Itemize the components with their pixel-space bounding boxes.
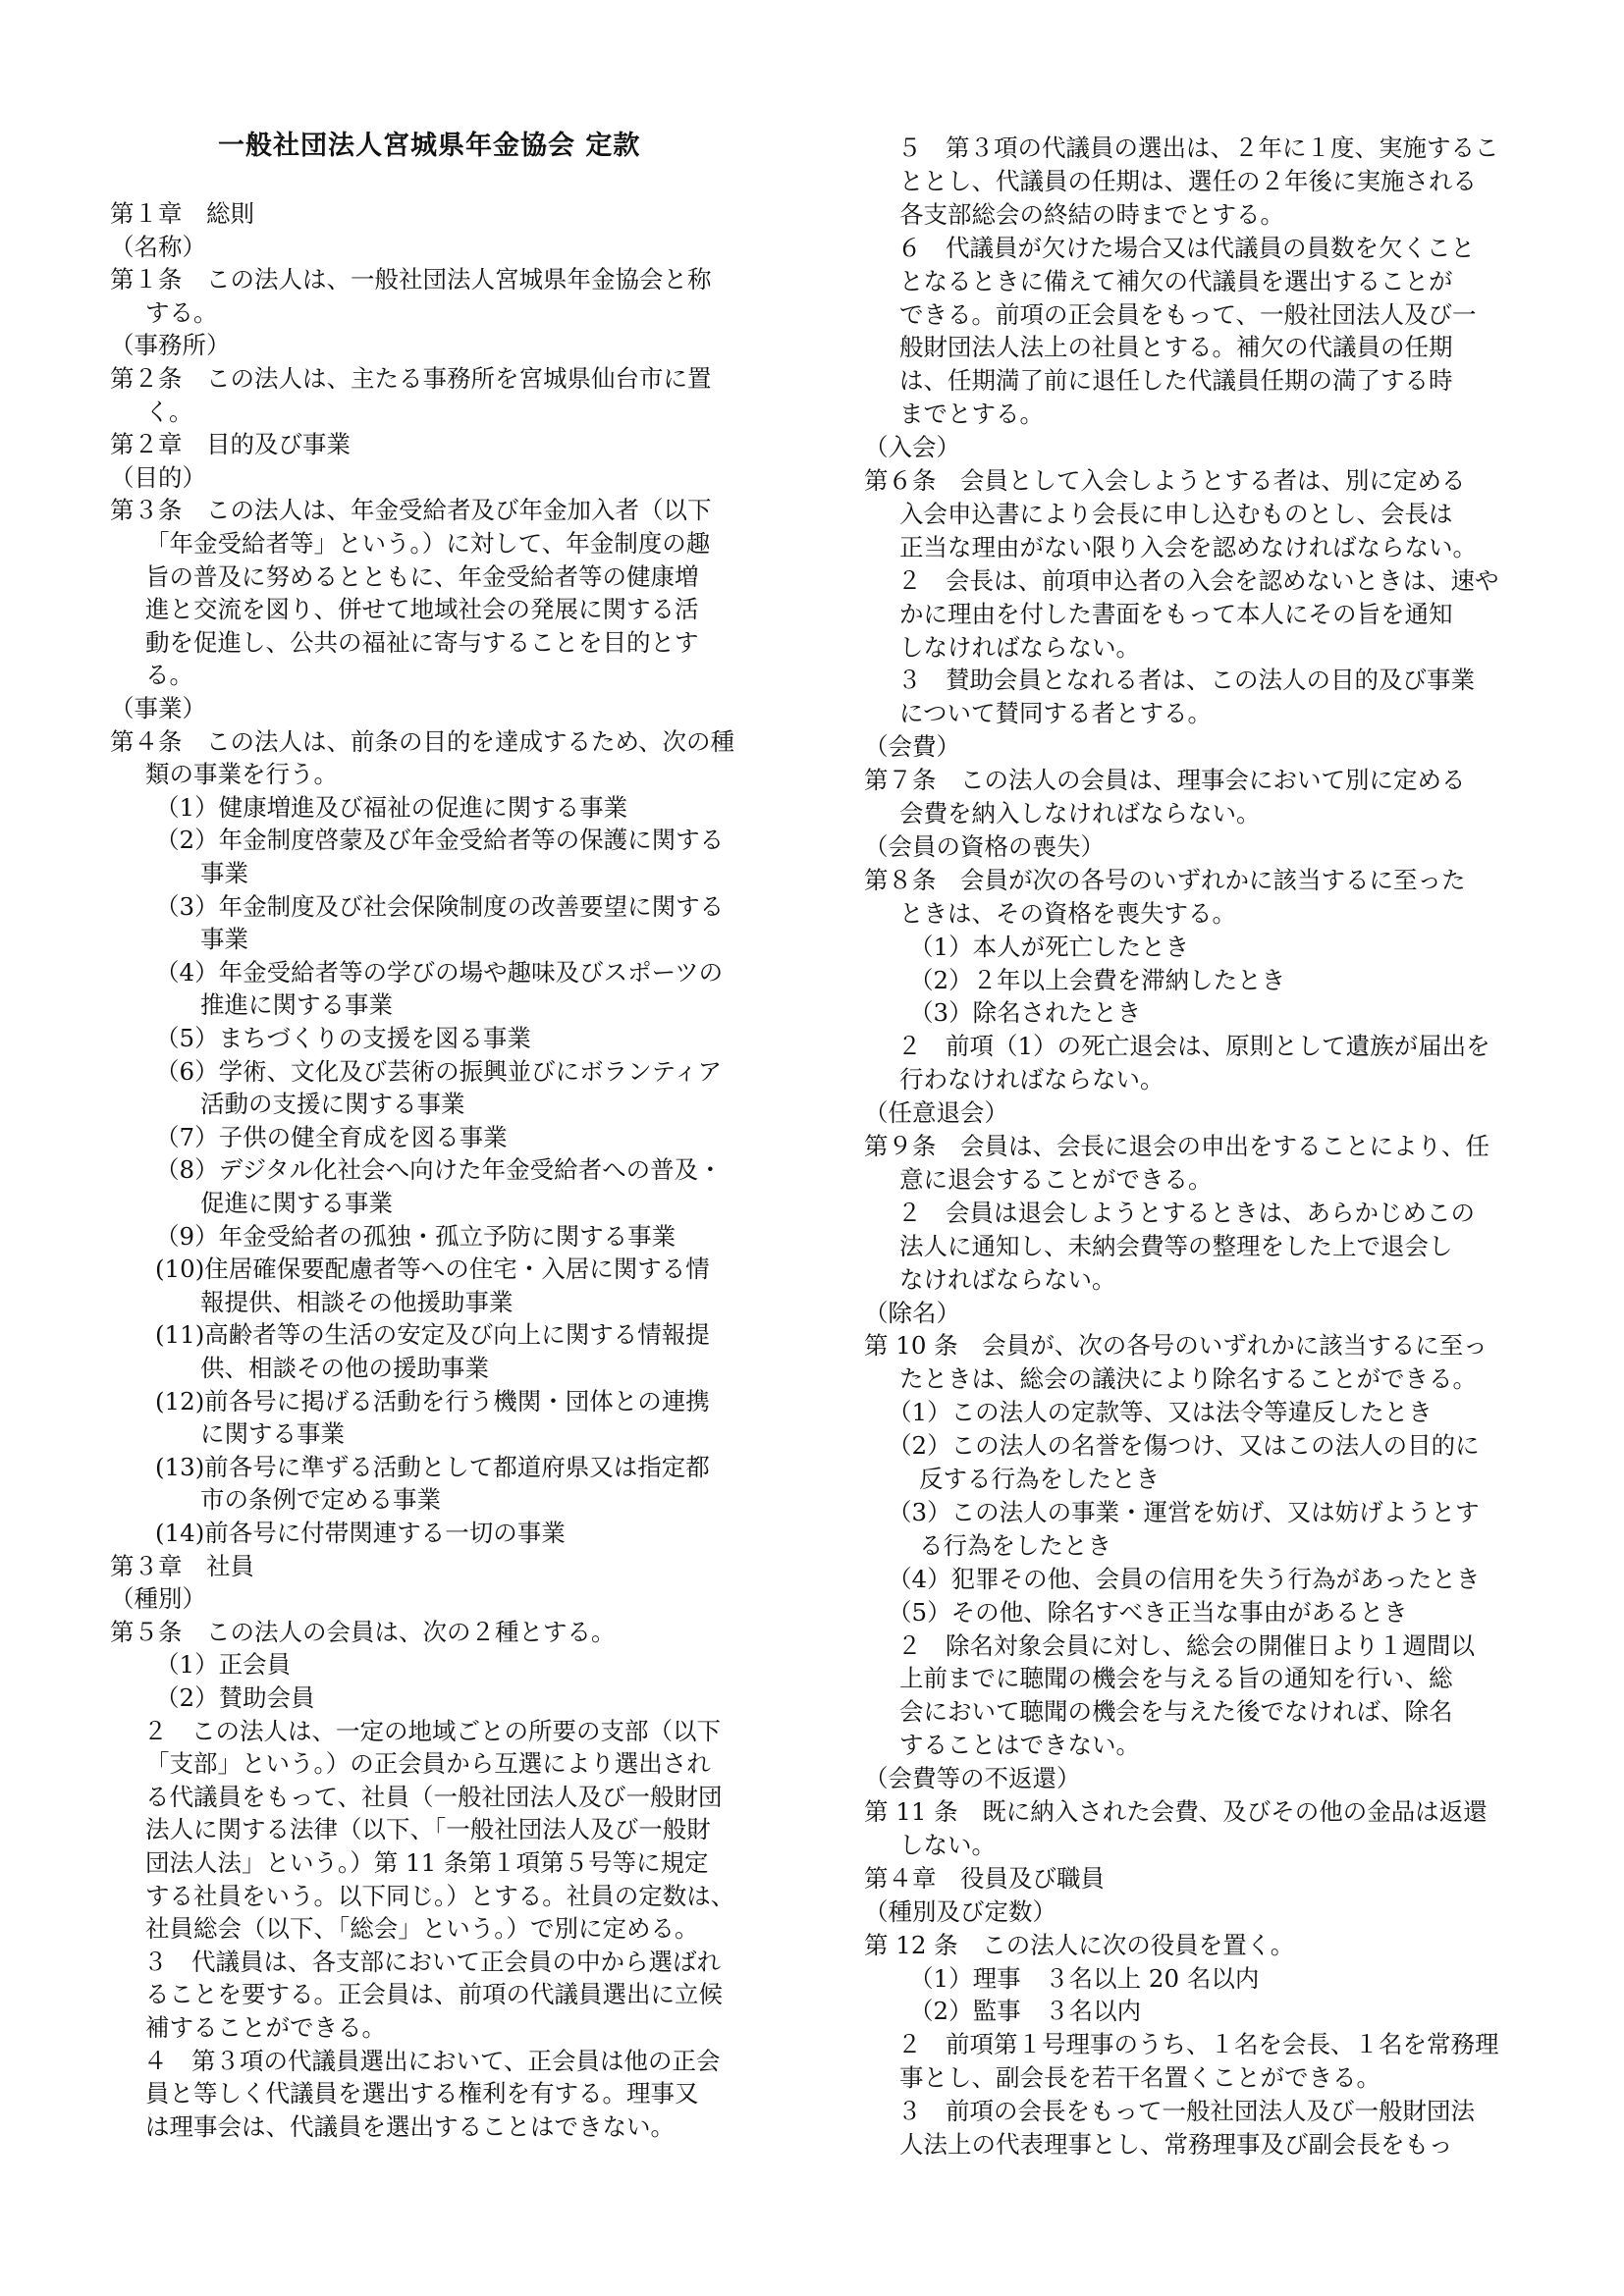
text-line: たときは、総会の議決により除名することができる。 bbox=[899, 1364, 1477, 1394]
text-line: 各支部総会の終結の時までとする。 bbox=[899, 199, 1284, 229]
text-line: ２ 会長は、前項申込者の入会を認めないときは、速や bbox=[897, 565, 1499, 595]
text-line: ることを要する。正会員は、前項の代議員選出に立候 bbox=[145, 1980, 723, 2009]
text-line: （1）理事 ３名以上 20 名以内 bbox=[909, 1963, 1260, 1993]
text-line: 活動の支援に関する事業 bbox=[200, 1090, 465, 1119]
text-line: (12)前各号に掲げる活動を行う機関・団体との連携 bbox=[155, 1386, 710, 1415]
text-line: までとする。 bbox=[899, 400, 1044, 429]
text-line: 旨の普及に努めるとともに、年金受給者等の健康増 bbox=[145, 561, 699, 591]
text-line: 第２章 目的及び事業 bbox=[110, 430, 351, 459]
text-line: しない。 bbox=[899, 1830, 996, 1859]
text-line: 推進に関する事業 bbox=[200, 990, 393, 1020]
text-line: （3）この法人の事業・運営を妨げ、又は妨げようとす bbox=[888, 1497, 1480, 1526]
text-line: する。 bbox=[145, 297, 218, 327]
text-line: （会費等の不返還） bbox=[864, 1764, 1081, 1793]
text-line: ２ 前項第１号理事のうち、１名を会長、１名を常務理 bbox=[897, 2030, 1499, 2059]
text-line: 員と等しく代議員を選出する権利を有する。理事又 bbox=[145, 2079, 699, 2109]
text-line: （2）この法人の名誉を傷つけ、又はこの法人の目的に bbox=[888, 1431, 1480, 1461]
text-line: 第４条 この法人は、前条の目的を達成するため、次の種 bbox=[110, 726, 735, 756]
text-line: （種別及び定数） bbox=[864, 1896, 1056, 1926]
text-line: （事務所） bbox=[110, 331, 231, 360]
text-line: について賛同する者とする。 bbox=[899, 699, 1213, 728]
text-line: 会において聴聞の機会を与えた後でなければ、除名 bbox=[899, 1697, 1453, 1727]
text-line: 動を促進し、公共の福祉に寄与することを目的とす bbox=[145, 627, 699, 657]
text-line: （2）賛助会員 bbox=[155, 1683, 315, 1712]
text-line: 法人に関する法律（以下、「一般社団法人及び一般財 bbox=[145, 1815, 711, 1844]
text-line: く。 bbox=[145, 397, 193, 426]
text-line: 「年金受給者等」という。）に対して、年金制度の趣 bbox=[145, 529, 711, 558]
text-line: 人法上の代表理事とし、常務理事及び副会長をもっ bbox=[899, 2130, 1453, 2159]
text-line: 進と交流を図り、併せて地域社会の発展に関する活 bbox=[145, 595, 699, 624]
text-line: 第９条 会員は、会長に退会の申出をすることにより、任 bbox=[864, 1132, 1489, 1160]
text-line: 促進に関する事業 bbox=[200, 1189, 393, 1217]
text-line: (10)住居確保要配慮者等への住宅・入居に関する情 bbox=[155, 1255, 710, 1284]
text-line: 第７条 この法人の会員は、理事会において別に定める bbox=[864, 766, 1466, 795]
text-line: （2）年金制度啓蒙及び年金受給者等の保護に関する bbox=[155, 826, 725, 855]
text-line: （4）年金受給者等の学びの場や趣味及びスポーツの bbox=[155, 957, 724, 987]
text-line: （3）除名されたとき bbox=[909, 998, 1142, 1028]
text-line: ５ 第３項の代議員の選出は、２年に１度、実施するこ bbox=[897, 133, 1499, 162]
text-line: 第６条 会員として入会しようとする者は、別に定める bbox=[864, 466, 1466, 495]
text-line: （除名） bbox=[864, 1298, 960, 1327]
text-line: ２ 除名対象会員に対し、総会の開催日より１週間以 bbox=[897, 1630, 1475, 1660]
text-line: ３ 賛助会員となれる者は、この法人の目的及び事業 bbox=[897, 666, 1475, 695]
text-line: （会費） bbox=[864, 732, 960, 762]
text-line: 団法人法」という。）第 11 条第１項第５号等に規定 bbox=[145, 1848, 709, 1877]
text-line: （7）子供の健全育成を図る事業 bbox=[155, 1122, 508, 1151]
text-line: となるときに備えて補欠の代議員を選出することが bbox=[899, 266, 1453, 295]
text-line: 第１条 この法人は、一般社団法人宮城県年金協会と称 bbox=[110, 265, 712, 294]
text-line: は理事会は、代議員を選出することはできない。 bbox=[145, 2111, 675, 2141]
text-line: （1）正会員 bbox=[155, 1650, 292, 1680]
text-line: （2）２年以上会費を滞納したとき bbox=[909, 965, 1286, 994]
text-line: （目的） bbox=[110, 462, 206, 492]
text-line: （9）年金受給者の孤独・孤立予防に関する事業 bbox=[155, 1221, 677, 1251]
text-line: 第 10 条 会員が、次の各号のいずれかに該当するに至っ bbox=[864, 1331, 1488, 1361]
text-line: る。 bbox=[145, 661, 193, 690]
text-line: 第３条 この法人は、年金受給者及び年金加入者（以下 bbox=[110, 496, 712, 525]
text-line: 第８条 会員が次の各号のいずれかに該当するに至った bbox=[864, 865, 1466, 894]
text-line: 正当な理由がない限り入会を認めなければならない。 bbox=[899, 532, 1477, 561]
text-line: 補することができる。 bbox=[145, 2013, 386, 2042]
text-line: 意に退会することができる。 bbox=[899, 1164, 1213, 1194]
text-line: 社員総会（以下、「総会」という。）で別に定める。 bbox=[145, 1914, 699, 1944]
text-line: できる。前項の正会員をもって、一般社団法人及び一 bbox=[899, 299, 1477, 329]
text-line: 第５条 この法人の会員は、次の２種とする。 bbox=[110, 1617, 616, 1646]
text-line: することはできない。 bbox=[899, 1731, 1140, 1760]
text-line: ととし、代議員の任期は、選任の２年後に実施される bbox=[899, 166, 1477, 195]
text-line: 報提供、相談その他援助事業 bbox=[200, 1287, 514, 1316]
text-line: （任意退会） bbox=[864, 1098, 1008, 1128]
text-line: 「支部」という。）の正会員から互選により選出され bbox=[145, 1749, 711, 1779]
text-line: る代議員をもって、社員（一般社団法人及び一般財団 bbox=[145, 1782, 723, 1811]
text-line: ２ 会員は退会しようとするときは、あらかじめこの bbox=[897, 1198, 1475, 1227]
text-line: ２ この法人は、一定の地域ごとの所要の支部（以下 bbox=[143, 1716, 721, 1745]
text-line: 第１章 総則 bbox=[110, 199, 254, 228]
text-line: かに理由を付した書面をもって本人にその旨を通知 bbox=[899, 599, 1453, 628]
text-line: ６ 代議員が欠けた場合又は代議員の員数を欠くこと bbox=[897, 233, 1475, 262]
text-line: （会員の資格の喪失） bbox=[864, 831, 1105, 861]
text-line: 事業 bbox=[200, 859, 248, 887]
text-line: 市の条例で定める事業 bbox=[200, 1485, 441, 1515]
text-line: 事業 bbox=[200, 925, 248, 954]
text-line: 類の事業を行う。 bbox=[145, 760, 338, 789]
text-line: 上前までに聴聞の機会を与える旨の通知を行い、総 bbox=[899, 1664, 1453, 1693]
text-line: （名称） bbox=[110, 232, 206, 261]
text-line: 入会申込書により会長に申し込むものとし、会長は bbox=[899, 499, 1453, 528]
text-line: 第 11 条 既に納入された会費、及びその他の金品は返還 bbox=[864, 1797, 1488, 1826]
text-line: なければならない。 bbox=[899, 1264, 1116, 1294]
text-line: 法人に通知し、未納会費等の整理をした上で退会し bbox=[899, 1231, 1453, 1260]
text-line: （2）監事 ３名以内 bbox=[909, 1997, 1142, 2026]
text-line: （入会） bbox=[864, 433, 960, 462]
text-line: 供、相談その他の援助事業 bbox=[200, 1354, 489, 1382]
text-line: 第 12 条 この法人に次の役員を置く。 bbox=[864, 1930, 1295, 1959]
text-line: (11)高齢者等の生活の安定及び向上に関する情報提 bbox=[155, 1320, 710, 1350]
text-line: 事とし、副会長を若干名置くことができる。 bbox=[899, 2063, 1380, 2093]
text-line: 行わなければならない。 bbox=[899, 1065, 1164, 1095]
text-line: する社員をいう。以下同じ。）とする。社員の定数は、 bbox=[145, 1881, 735, 1910]
text-line: 第３章 社員 bbox=[110, 1551, 254, 1580]
text-line: る行為をしたとき bbox=[919, 1530, 1111, 1560]
text-line: （事業） bbox=[110, 694, 206, 722]
text-line: （4）犯罪その他、会員の信用を失う行為があったとき bbox=[888, 1564, 1481, 1593]
text-line: 会費を納入しなければならない。 bbox=[899, 799, 1261, 828]
text-line: (14)前各号に付帯関連する一切の事業 bbox=[155, 1519, 566, 1547]
text-line: ３ 前項の会長をもって一般社団法人及び一般財団法 bbox=[897, 2097, 1475, 2126]
text-line: (13)前各号に準ずる活動として都道府県又は指定都 bbox=[155, 1452, 710, 1481]
text-line: 第２条 この法人は、主たる事務所を宮城県仙台市に置 bbox=[110, 364, 712, 393]
text-line: （種別） bbox=[110, 1584, 206, 1614]
text-line: に関する事業 bbox=[200, 1419, 345, 1449]
text-line: ４ 第３項の代議員選出において、正会員は他の正会 bbox=[143, 2046, 721, 2075]
text-line: ３ 代議員は、各支部において正会員の中から選ばれ bbox=[143, 1947, 721, 1976]
text-line: （8）デジタル化社会へ向けた年金受給者への普及・ bbox=[155, 1155, 723, 1185]
text-line: （6）学術、文化及び芸術の振興並びにボランティア bbox=[155, 1056, 723, 1086]
text-line: （1）本人が死亡したとき bbox=[909, 932, 1190, 961]
text-line: は、任期満了前に退任した代議員任期の満了する時 bbox=[899, 366, 1453, 396]
page-title: 一般社団法人宮城県年金協会 定款 bbox=[218, 131, 641, 161]
text-line: ２ 前項（1）の死亡退会は、原則として遺族が届出を bbox=[897, 1032, 1490, 1061]
text-line: 般財団法人法上の社員とする。補欠の代議員の任期 bbox=[899, 333, 1453, 362]
text-line: （5）その他、除名すべき正当な事由があるとき bbox=[888, 1597, 1408, 1627]
text-line: （1）健康増進及び福祉の促進に関する事業 bbox=[155, 792, 628, 822]
text-line: （1）この法人の定款等、又は法令等違反したとき bbox=[888, 1398, 1433, 1427]
text-line: （3）年金制度及び社会保険制度の改善要望に関する bbox=[155, 891, 725, 921]
text-line: しなければならない。 bbox=[899, 632, 1140, 662]
text-line: ときは、その資格を喪失する。 bbox=[899, 898, 1236, 928]
text-line: （5）まちづくりの支援を図る事業 bbox=[155, 1024, 531, 1052]
text-line: 反する行為をしたとき bbox=[919, 1465, 1160, 1493]
text-line: 第４章 役員及び職員 bbox=[864, 1863, 1105, 1893]
